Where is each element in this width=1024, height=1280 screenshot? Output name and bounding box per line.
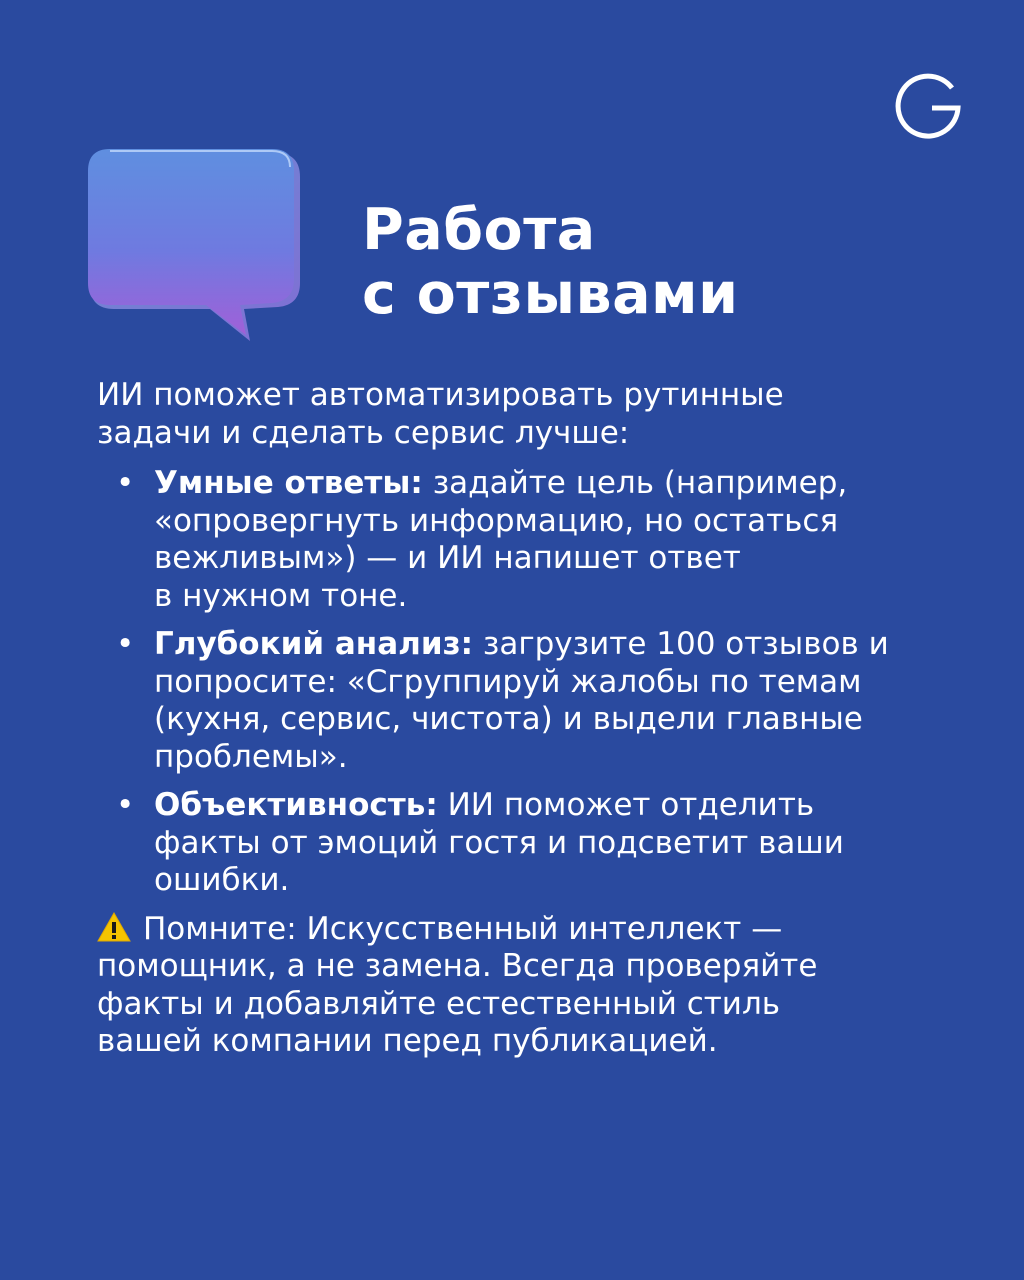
bullet-text: (кухня, сервис, чистота) и выдели главные — [154, 701, 863, 737]
intro-line-1: ИИ поможет автоматизировать рутинные — [97, 377, 784, 413]
bullet-text: вежливым») — и ИИ напишет ответ — [154, 540, 741, 576]
title-line-2: с отзывами — [362, 261, 739, 327]
bullet-text: задайте цель (например, — [432, 465, 848, 501]
intro-paragraph — [97, 377, 997, 452]
bullet-text: ошибки. — [154, 862, 290, 898]
bullet-point: • — [116, 787, 135, 823]
letter-g-logo-icon — [888, 66, 968, 146]
bullet-label: Глубокий анализ: — [154, 626, 473, 662]
bullet-text: проблемы». — [154, 738, 348, 775]
bullet-text: факты от эмоций гостя и подсветит ваши — [154, 824, 844, 861]
note-text: вашей компании перед публикацией. — [97, 1023, 718, 1059]
page-title — [362, 198, 739, 326]
bullet-point: • — [116, 626, 135, 662]
bullet-text: в нужном тоне. — [154, 577, 408, 614]
warning-icon — [97, 912, 131, 942]
note-text: помощник, а не замена. Всегда проверяйте — [97, 948, 818, 984]
bullet-item-smart-replies — [97, 465, 997, 615]
bullet-item-objectivity — [97, 787, 997, 900]
warning-note — [97, 911, 997, 1061]
intro-line-2: задачи и сделать сервис лучше: — [97, 414, 630, 451]
bullet-label: Объективность: — [154, 787, 438, 823]
bullet-text: загрузите 100 отзывов и — [482, 626, 889, 662]
main-content — [97, 377, 997, 1061]
bullet-list — [97, 465, 997, 900]
bullet-text: «опровергнуть информацию, но остаться — [154, 502, 839, 539]
speech-bubble-icon — [82, 145, 310, 350]
note-text: Помните: Искусственный интеллект — — [143, 910, 783, 947]
title-line-1: Работа — [362, 197, 596, 263]
bullet-item-deep-analysis — [97, 626, 997, 776]
bullet-text: попросите: «Сгруппируй жалобы по темам — [154, 663, 862, 700]
note-text: факты и добавляйте естественный стиль — [97, 985, 781, 1022]
bullet-label: Умные ответы: — [154, 465, 423, 501]
bullet-text: ИИ поможет отделить — [447, 787, 815, 823]
bullet-point: • — [116, 465, 135, 501]
